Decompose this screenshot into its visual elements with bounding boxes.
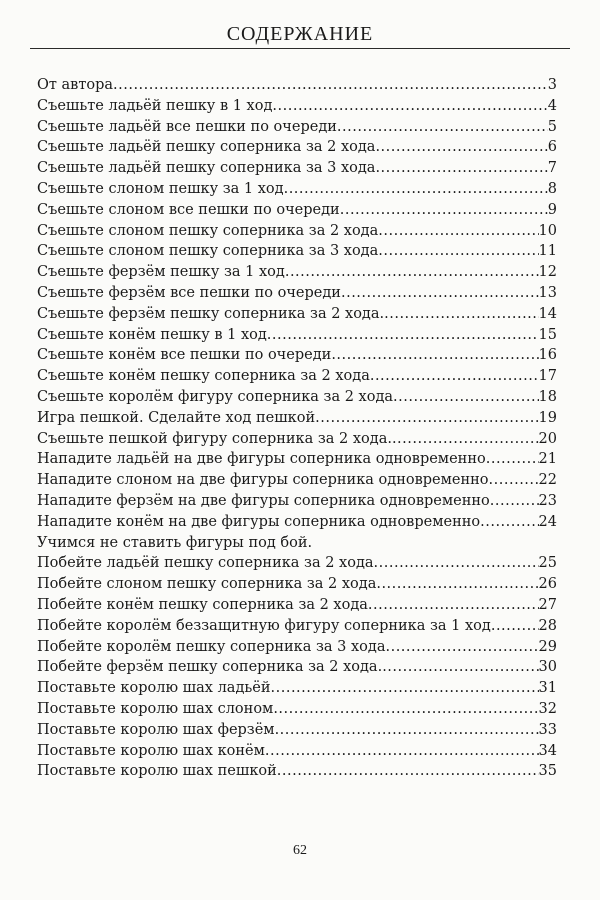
toc-entry-page: 27 [538, 596, 557, 613]
toc-entry-page: 6 [547, 139, 557, 156]
toc-entry-title: Учимся не ставить фигуры под бой. [37, 534, 313, 551]
toc-entry [37, 345, 557, 366]
toc-entry [37, 221, 557, 242]
toc-entry-page: 25 [538, 555, 557, 572]
toc-entry-page: 15 [538, 326, 557, 343]
toc-entry-page: 5 [547, 118, 557, 135]
toc-leader-dots [113, 75, 548, 96]
toc-entry-title: Побейте королём беззащитную фигуру соперника за 1 ход [37, 617, 491, 634]
toc-entry-title: Побейте ладьёй пешку соперника за 2 хода [37, 555, 374, 572]
toc-leader-dots [277, 761, 539, 782]
toc-entry [37, 283, 557, 304]
table-of-contents [37, 75, 557, 782]
toc-entry-title: Поставьте королю шах конём [37, 742, 265, 759]
toc-entry [37, 678, 557, 699]
toc-leader-dots [272, 96, 547, 117]
toc-leader-dots [267, 325, 539, 346]
toc-entry [37, 637, 557, 658]
toc-entry [37, 137, 557, 158]
toc-leader-dots [374, 553, 539, 574]
toc-entry-title: Съешьте ладьёй пешку соперника за 2 хода [37, 139, 376, 156]
toc-entry [37, 429, 557, 450]
toc-entry-page: 3 [547, 77, 557, 93]
toc-leader-dots [315, 408, 538, 429]
toc-entry [37, 200, 557, 221]
toc-leader-dots [340, 200, 548, 221]
toc-entry [37, 366, 557, 387]
toc-entry [37, 699, 557, 720]
toc-entry-title: Съешьте слоном пешку соперника за 3 хода [37, 243, 379, 260]
toc-entry-title: Нападите слоном на две фигуры соперника одновременно [37, 472, 489, 489]
toc-leader-dots [382, 657, 538, 678]
toc-entry [37, 470, 557, 491]
toc-entry-title: Нападите ферзём на две фигуры соперника одновременно [37, 492, 490, 509]
toc-entry-page: 14 [538, 305, 557, 322]
toc-entry-title: Нападите ладьёй на две фигуры соперника одновременно [37, 451, 486, 468]
toc-entry-page: 23 [538, 492, 557, 509]
toc-leader-dots [486, 449, 539, 470]
toc-entry [37, 117, 557, 138]
toc-leader-dots [275, 720, 539, 741]
toc-entry-page: 35 [538, 763, 557, 780]
toc-entry-page: 28 [538, 617, 557, 634]
toc-leader-dots [368, 595, 539, 616]
toc-entry [37, 449, 557, 470]
toc-entry-page: 9 [547, 201, 557, 218]
toc-entry-title: Съешьте конём пешку соперника за 2 хода [37, 368, 370, 385]
toc-leader-dots [491, 616, 539, 637]
toc-entry [37, 595, 557, 616]
toc-entry [37, 553, 557, 574]
toc-entry [37, 158, 557, 179]
toc-leader-dots [285, 262, 539, 283]
toc-entry-page: 30 [538, 659, 557, 676]
toc-entry-page: 21 [538, 451, 557, 468]
toc-leader-dots [265, 741, 539, 762]
page-title: СОДЕРЖАНИЕ [226, 23, 374, 45]
toc-entry [37, 96, 557, 117]
toc-entry-title: Съешьте ладьёй пешку соперника за 3 хода [37, 160, 376, 177]
toc-leader-dots [385, 637, 538, 658]
toc-entry-page: 29 [538, 638, 557, 655]
toc-entry [37, 741, 557, 762]
toc-leader-dots [392, 429, 539, 450]
toc-entry-title: Поставьте королю шах пешкой [37, 763, 277, 780]
toc-entry-page: 7 [547, 160, 557, 177]
toc-entry-title: Съешьте ладьёй пешку в 1 ход [37, 97, 273, 114]
toc-entry-page: 4 [547, 97, 557, 114]
toc-entry-page: 24 [538, 513, 557, 530]
toc-entry-page: 33 [538, 721, 557, 738]
toc-entry-title: Съешьте слоном пешку за 1 ход [37, 180, 284, 197]
toc-entry [37, 304, 557, 325]
toc-leader-dots [375, 137, 547, 158]
toc-entry-title: Съешьте ладьёй все пешки по очереди [37, 118, 337, 135]
toc-entry-title: Поставьте королю шах ладьёй [37, 680, 271, 697]
toc-leader-dots [271, 678, 539, 699]
toc-entry [37, 616, 557, 637]
toc-entry [37, 262, 557, 283]
toc-entry [37, 761, 557, 782]
toc-entry-title: Съешьте пешкой фигуру соперника за 2 хода. [37, 430, 392, 447]
toc-entry-page: 16 [538, 347, 557, 364]
toc-entry-title: Съешьте королём фигуру соперника за 2 хода [37, 388, 394, 405]
toc-leader-dots [490, 491, 539, 512]
toc-entry-title: Поставьте королю шах слоном [37, 700, 274, 717]
toc-entry [37, 491, 557, 512]
toc-entry-title: Побейте конём пешку соперника за 2 хода [37, 596, 368, 613]
toc-entry [37, 657, 557, 678]
toc-entry-page: 13 [538, 284, 557, 301]
toc-entry-page: 18 [538, 388, 557, 405]
toc-entry-page: 19 [538, 409, 557, 426]
toc-entry-page: 12 [538, 264, 557, 281]
toc-leader-dots [378, 221, 538, 242]
toc-entry [37, 720, 557, 741]
toc-entry-title: Съешьте ферзём все пешки по очереди [37, 284, 341, 301]
toc-entry-title: Съешьте слоном пешку соперника за 2 хода [37, 222, 379, 239]
toc-entry-page: 32 [538, 700, 557, 717]
toc-entry-title: Съешьте конём все пешки по очереди [37, 347, 332, 364]
toc-leader-dots [384, 304, 538, 325]
toc-entry [37, 241, 557, 262]
toc-entry-page: 22 [538, 472, 557, 489]
page-header [30, 24, 570, 49]
toc-leader-dots [341, 283, 539, 304]
toc-entry-page: 11 [538, 243, 557, 260]
toc-entry [37, 533, 557, 554]
toc-entry [37, 387, 557, 408]
toc-entry-page: 31 [538, 680, 557, 697]
toc-leader-dots [489, 470, 539, 491]
toc-entry [37, 75, 557, 96]
toc-leader-dots [337, 117, 548, 138]
toc-entry-title: От автора [37, 77, 114, 93]
page-number: 62 [293, 843, 307, 858]
toc-entry-title: Побейте слоном пешку соперника за 2 хода [37, 576, 377, 593]
toc-entry-page: 8 [547, 180, 557, 197]
toc-leader-dots [331, 345, 538, 366]
toc-leader-dots [480, 512, 538, 533]
toc-entry-title: Съешьте ферзём пешку соперника за 2 хода. [37, 305, 385, 322]
toc-entry-title: Съешьте слоном все пешки по очереди [37, 201, 340, 218]
toc-entry-page: 17 [538, 368, 557, 385]
toc-entry [37, 408, 557, 429]
toc-leader-dots [378, 241, 538, 262]
toc-entry [37, 512, 557, 533]
toc-entry-title: Съешьте конём пешку в 1 ход [37, 326, 267, 343]
toc-leader-dots [393, 387, 539, 408]
toc-entry [37, 179, 557, 200]
toc-entry-title: Побейте ферзём пешку соперника за 2 хода. [37, 659, 383, 676]
toc-entry [37, 325, 557, 346]
toc-entry [37, 574, 557, 595]
toc-entry-title: Побейте королём пешку соперника за 3 хода [37, 638, 386, 655]
toc-entry-title: Поставьте королю шах ферзём [37, 721, 275, 738]
toc-leader-dots [284, 179, 548, 200]
toc-entry-page: 34 [538, 742, 557, 759]
toc-entry-page: 26 [538, 576, 557, 593]
toc-entry-title: Игра пешкой. Сделайте ход пешкой [37, 409, 316, 426]
toc-entry-title: Съешьте ферзём пешку за 1 ход [37, 264, 285, 281]
toc-leader-dots [376, 574, 538, 595]
toc-leader-dots [273, 699, 538, 720]
toc-entry-page: 20 [538, 430, 557, 447]
toc-leader-dots [375, 158, 547, 179]
toc-entry-title: Нападите конём на две фигуры соперника одновременно [37, 513, 481, 530]
toc-leader-dots [370, 366, 539, 387]
toc-entry-page: 10 [538, 222, 557, 239]
